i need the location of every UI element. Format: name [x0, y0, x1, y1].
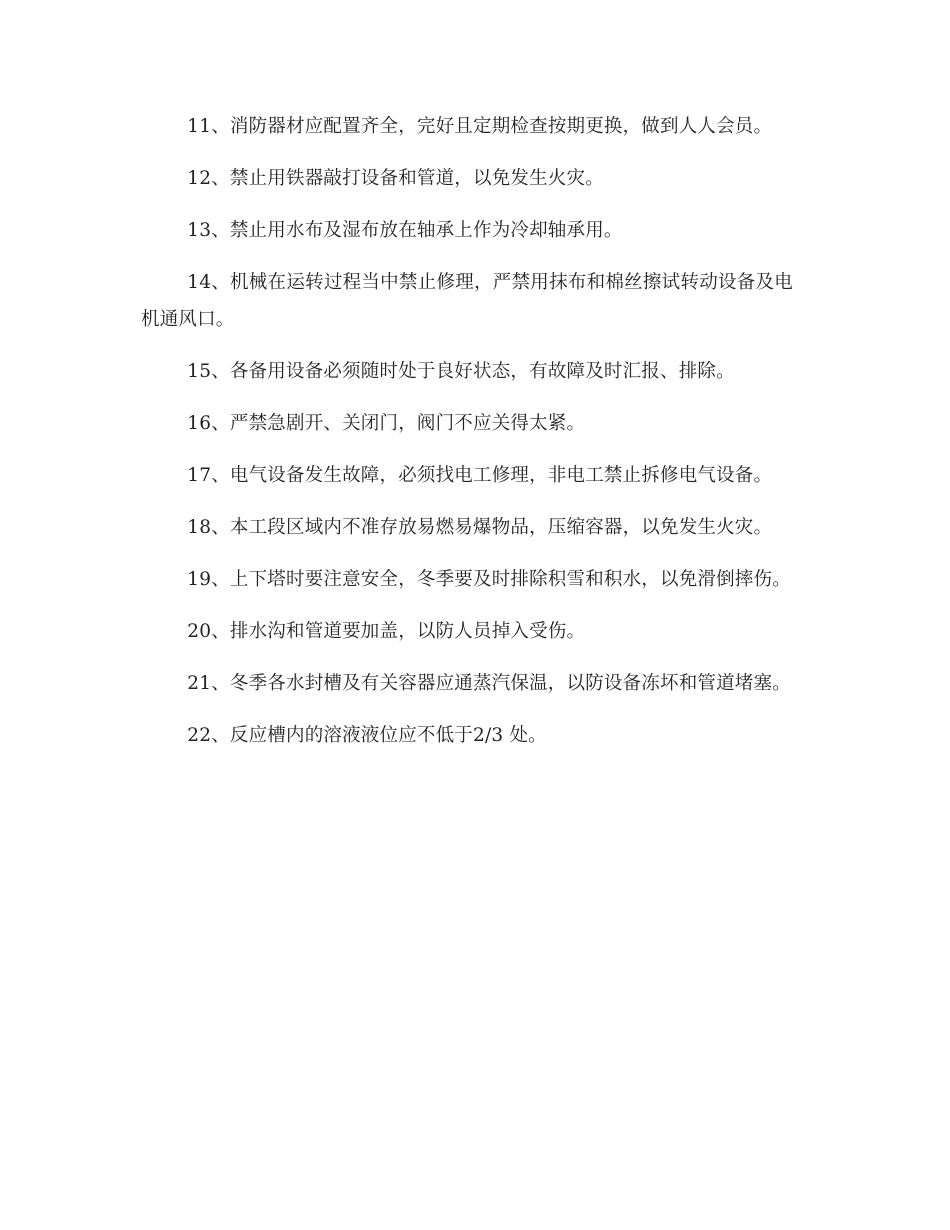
rule-paragraph-21: 21、冬季各水封槽及有关容器应通蒸汽保温，以防设备冻坏和管道堵塞。 [187, 673, 791, 694]
rule-paragraph-19: 19、上下塔时要注意安全，冬季要及时排除积雪和积水，以免滑倒摔伤。 [187, 569, 791, 590]
rule-paragraph-20: 20、排水沟和管道要加盖，以防人员掉入受伤。 [187, 621, 586, 642]
rule-paragraph-12: 12、禁止用铁器敲打设备和管道，以免发生火灾。 [187, 168, 604, 189]
rule-paragraph-15: 15、各备用设备必须随时处于良好状态，有故障及时汇报、排除。 [187, 361, 735, 382]
rule-paragraph-14: 14、机械在运转过程当中禁止修理，严禁用抹布和棉丝擦试转动设备及电机通风口。 [141, 272, 793, 330]
rule-paragraph-13: 13、禁止用水布及湿布放在轴承上作为冷却轴承用。 [187, 220, 623, 241]
rule-paragraph-18: 18、本工段区域内不准存放易燃易爆物品，压缩容器，以免发生火灾。 [187, 517, 773, 538]
rule-paragraph-16: 16、严禁急剧开、关闭门，阀门不应关得太紧。 [187, 413, 586, 434]
rule-paragraph-11: 11、消防器材应配置齐全，完好且定期检查按期更换，做到人人会员。 [187, 116, 773, 137]
rule-paragraph-22: 22、反应槽内的溶液液位应不低于2/3 处。 [187, 725, 547, 746]
document-body [141, 108, 793, 769]
rule-paragraph-17: 17、电气设备发生故障，必须找电工修理，非电工禁止拆修电气设备。 [187, 465, 773, 486]
